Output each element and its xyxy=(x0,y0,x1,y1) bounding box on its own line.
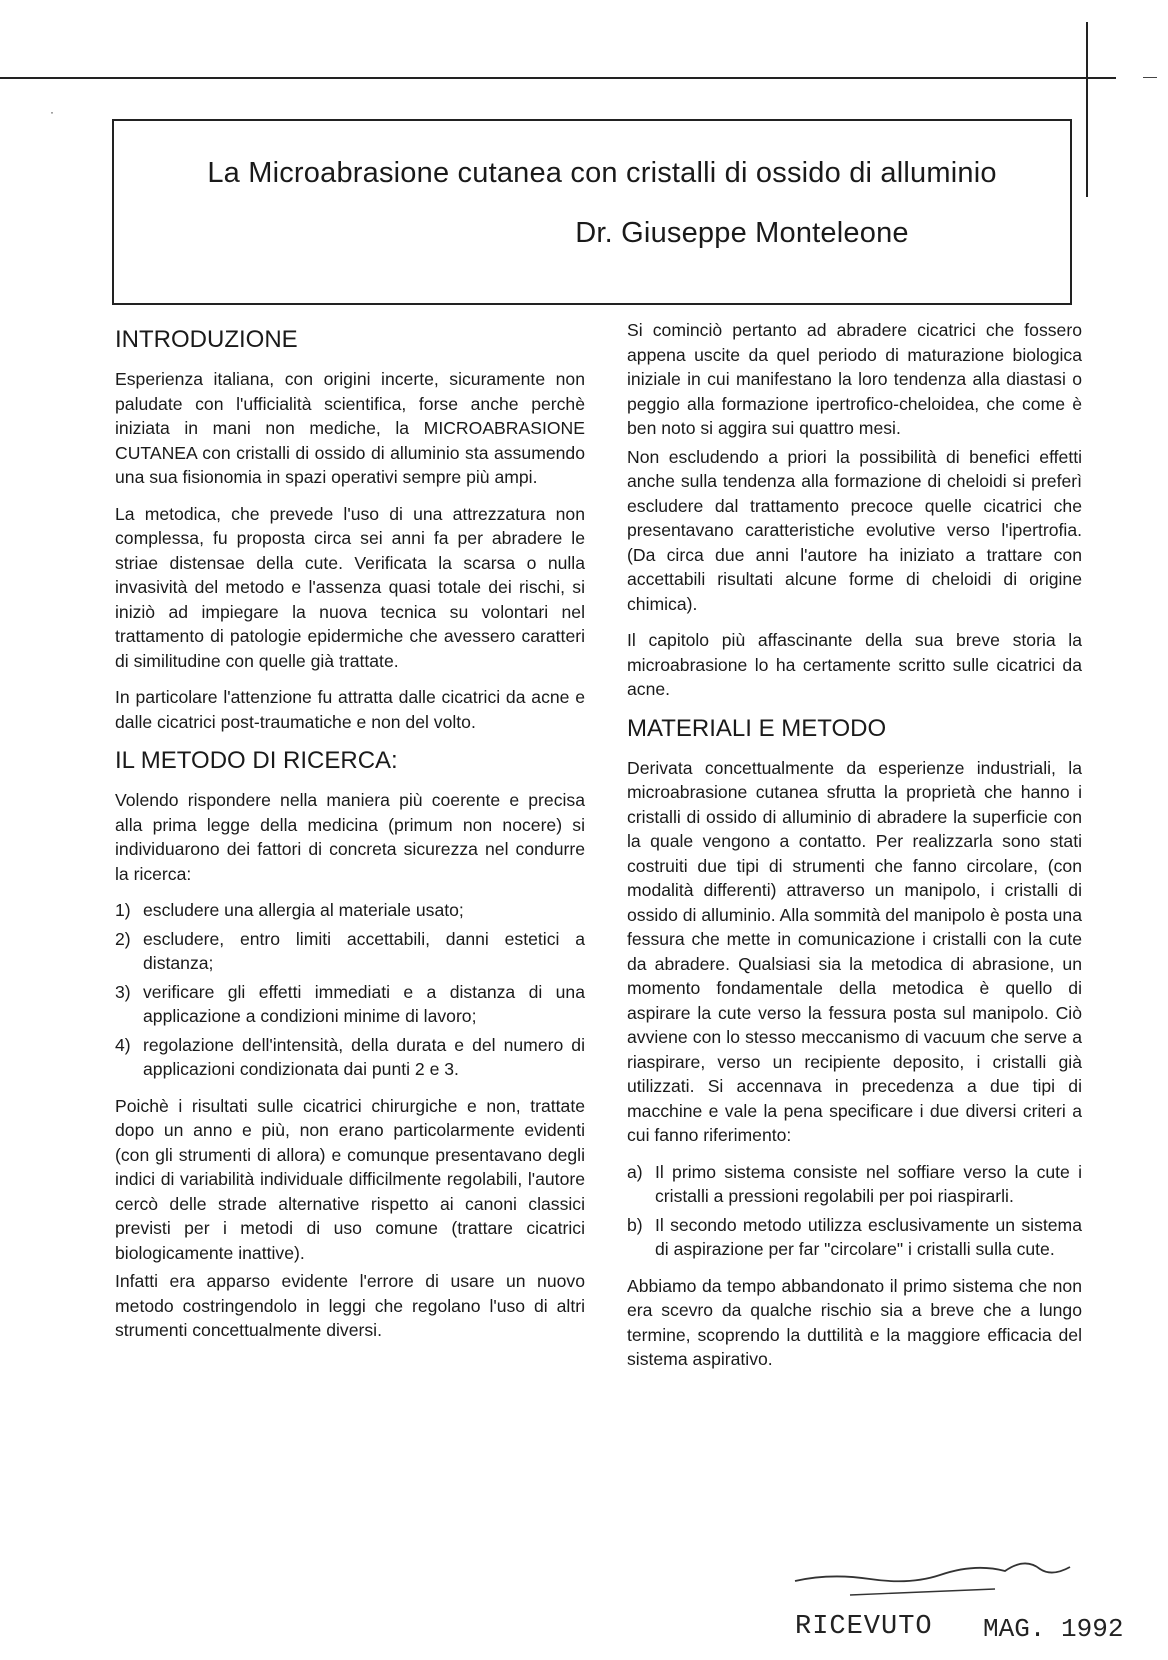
list-item-text: escludere, entro limiti accettabili, danni estetici a distanza; xyxy=(143,928,585,973)
list-item xyxy=(627,1213,1082,1262)
list-number: 4) xyxy=(115,1034,131,1055)
list-item-text: Il primo sistema consiste nel soffiare verso la cute i cristalli a pressioni regolabili per poi riaspirarli. xyxy=(655,1161,1082,1206)
list-item xyxy=(115,898,585,923)
intro-paragraph-1: Esperienza italiana, con origini incerte, sicuramente non paludate con l'ufficialità scientifica, forse anche perchè iniziata in mani non mediche, la MICROABRASIONE CUTANEA con cristalli di ossido di alluminio sta assumendo una sua fisionomia in spazi operativi sempre più ampi. xyxy=(115,369,585,487)
list-number: 1) xyxy=(115,900,131,920)
list-letter: b) xyxy=(627,1214,643,1235)
list-item-text: Il secondo metodo utilizza esclusivamente un sistema di aspirazione per far "circolare" i cristalli sulla cute. xyxy=(655,1214,1082,1259)
list-item-text: regolazione dell'intensità, della durata e del numero di applicazioni condizionata dai punti 2 e 3. xyxy=(143,1034,585,1079)
right-column xyxy=(627,318,1082,1384)
materials-paragraph-2: Abbiamo da tempo abbandonato il primo sistema che non era scevro da qualche rischio sia a breve che a lungo termine, scoprendo la duttilità e la maggiore efficacia del sistema aspirativo. xyxy=(627,1275,1082,1369)
received-date: MAG. 1992 xyxy=(983,1614,1124,1644)
materials-heading: MATERIALI E METODO xyxy=(627,714,887,742)
document-title: La Microabrasione cutanea con cristalli di ossido di alluminio xyxy=(207,157,997,189)
author-name: Dr. Giuseppe Monteleone xyxy=(575,217,909,249)
title-box xyxy=(112,119,1072,305)
list-item-text: verificare gli effetti immediati e a distanza di una applicazione a condizioni minime di lavoro; xyxy=(143,981,585,1026)
method-paragraph-1: Volendo rispondere nella maniera più coerente e precisa alla prima legge della medicina (primum non nocere) si individuarono dei fattori di concreta sicurezza nel condurre la ricerca: xyxy=(115,790,585,884)
scan-speck: · xyxy=(50,105,54,119)
right-margin-rule xyxy=(1086,22,1088,197)
list-number: 3) xyxy=(115,981,131,1002)
right-paragraph-2: Non escludendo a priori la possibilità di benefici effetti anche sulla tendenza alla formazione di cheloidi si preferì escludere dal trattamento precoce quelle cicatrici che presentavano caratteristiche evolutive verso l'ipertrofia. (Da circa due anni l'autore ha iniziato a trattare con accettabili risultati alcune forme di cheloidi di origine chimica). xyxy=(627,446,1082,614)
right-paragraph-1: Si cominciò pertanto ad abradere cicatrici che fossero appena uscite da quel periodo di maturazione biologica iniziale in cui manifestano la loro tendenza alla diastasi o peggio alla formazione ipertrofico-cheloidea, che come è ben noto si aggira sui quattro mesi. xyxy=(627,320,1082,438)
method-list xyxy=(115,898,585,1082)
left-column xyxy=(115,325,585,1355)
intro-paragraph-3: In particolare l'attenzione fu attratta dalle cicatrici da acne e dalle cicatrici post-traumatiche e non del volto. xyxy=(115,687,585,732)
list-item xyxy=(115,1033,585,1082)
list-letter: a) xyxy=(627,1161,643,1182)
received-stamp: RICEVUTO xyxy=(795,1612,933,1642)
right-paragraph-3: Il capitolo più affascinante della sua breve storia la microabrasione lo ha certamente scritto sulle cicatrici da acne. xyxy=(627,630,1082,699)
top-rule xyxy=(0,77,1116,79)
list-item xyxy=(115,927,585,976)
method-paragraph-3: Infatti era apparso evidente l'errore di usare un nuovo metodo costringendolo in leggi che regolano l'uso di altri strumenti concettualmente diversi. xyxy=(115,1271,585,1340)
list-item xyxy=(115,980,585,1029)
materials-paragraph-1: Derivata concettualmente da esperienze industriali, la microabrasione cutanea sfrutta la proprietà che hanno i cristalli di ossido di alluminio di abradere la superficie con la quale vengono a contatto. Per realizzarla sono stati costruiti due tipi di strumenti che fanno circolare, (con modalità differenti) attraverso un manipolo, i cristalli di ossido di alluminio. Alla sommità del manipolo è posta una fessura che mette in comunicazione i cristalli con la cute da abradere. Qualsiasi sia la metodica di abrasione, un momento fondamentale della metodica è quello di aspirare la cute verso la fessura posta sul manipolo. Ciò avviene con lo stesso meccanismo di vacuum che serve a riaspirare, verso un recipiente deposito, i cristalli già utilizzati. Si accennava in precedenza a due tipi di macchine e vale la pena specificare i due diversi criteri a cui fanno riferimento: xyxy=(627,757,1082,1145)
intro-heading: INTRODUZIONE xyxy=(115,326,298,353)
signature-scribble xyxy=(790,1553,1090,1603)
handwritten-signature xyxy=(790,1553,1090,1603)
list-number: 2) xyxy=(115,928,131,949)
list-item-text: escludere una allergia al materiale usato; xyxy=(143,900,464,920)
method-paragraph-2: Poichè i risultati sulle cicatrici chirurgiche e non, trattate dopo un anno e più, non erano particolarmente evidenti (con gli strumenti di allora) e comunque presentavano degli indici di variabilità individuale difficilmente regolabili, l'autore cercò delle strade alternative rispetto ai canoni classici previsti per i metodi di uso comune (trattare cicatrici biologicamente inattive). xyxy=(115,1095,585,1263)
list-item xyxy=(627,1160,1082,1209)
method-heading: IL METODO DI RICERCA: xyxy=(115,747,398,774)
intro-paragraph-2: La metodica, che prevede l'uso di una attrezzatura non complessa, fu proposta circa sei anni fa per abradere le striae distensae della cute. Verificata la scarsa o nulla invasività del metodo e l'assenza quasi totale dei rischi, si iniziò ad impiegare la nuova tecnica su volontari nel trattamento di patologie epidermiche che avessero caratteri di similitudine con quelle già trattate. xyxy=(115,503,585,671)
materials-list xyxy=(627,1160,1082,1262)
rule-fragment xyxy=(1143,77,1157,78)
